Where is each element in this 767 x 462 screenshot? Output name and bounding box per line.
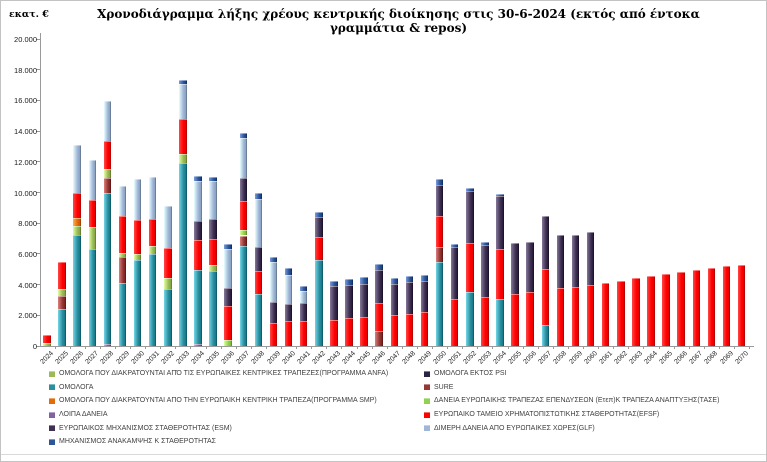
x-axis-year-label: 2044 xyxy=(341,350,357,366)
bar-segment xyxy=(587,232,595,284)
bar-segment xyxy=(360,277,368,284)
x-axis-tick xyxy=(492,346,493,349)
bar-segment xyxy=(421,275,429,281)
bar-segment xyxy=(617,281,625,346)
bar-segment xyxy=(511,294,519,346)
legend-column xyxy=(49,367,388,449)
bar-segment xyxy=(255,271,263,294)
bar-segment xyxy=(255,294,263,346)
x-axis-tick xyxy=(402,346,403,349)
x-axis-tick xyxy=(538,346,539,349)
bar-segment xyxy=(134,254,142,260)
x-axis-tick xyxy=(462,346,463,349)
bar-segment xyxy=(179,80,187,83)
legend-label: ΔΑΝΕΙΑ ΕΥΡΩΠΑΙΚΗΣ ΤΡΑΠΕΖΑΣ ΕΠΕΝΔΥΣΕΩΝ (Ετεπ)Κ ΤΡΑΠΕΖΑ ΑΝΑΠΤΥΞΗΣ(ΤΑΣΕ) xyxy=(434,397,720,405)
bar-segment xyxy=(466,188,474,191)
x-axis-year-label: 2040 xyxy=(280,350,297,366)
bar-segment xyxy=(738,265,746,346)
bar-segment xyxy=(58,296,66,309)
x-axis-tick xyxy=(523,346,524,349)
x-axis-year-label: 2027 xyxy=(84,350,101,366)
x-axis-tick xyxy=(100,346,101,349)
legend-label: ΟΜΟΛΟΓΑ ΕΚΤΟΣ PSI xyxy=(434,370,507,378)
legend-column xyxy=(424,367,719,435)
bar-segment xyxy=(134,220,142,254)
legend-item xyxy=(424,367,719,381)
legend-swatch-icon xyxy=(424,398,430,404)
x-axis-year-label: 2024 xyxy=(39,350,55,366)
x-axis-year-label: 2060 xyxy=(582,350,599,366)
bar-segment xyxy=(602,283,610,346)
legend-label: ΜΗΧΑΝΙΣΜΟΣ ΑΝΑΚΑΜΨΗΣ Κ ΣΤΑΘΕΡΟΤΗΤΑΣ xyxy=(59,438,216,446)
bar-segment xyxy=(209,219,217,239)
bar-segment xyxy=(406,276,414,282)
x-axis-year-label: 2050 xyxy=(431,350,448,366)
x-axis-year-label: 2028 xyxy=(99,350,116,366)
bar-segment xyxy=(542,216,550,269)
bar-segment xyxy=(315,217,323,237)
bar-segment xyxy=(300,291,308,303)
y-axis-tick-label: 0 xyxy=(32,342,37,351)
x-axis-year-label: 2057 xyxy=(537,350,554,366)
x-axis-tick xyxy=(55,346,56,349)
bar-segment xyxy=(300,303,308,321)
bar-segment xyxy=(481,245,489,296)
bar-segment xyxy=(89,200,97,227)
bar-segment xyxy=(375,264,383,270)
x-axis-tick xyxy=(145,346,146,349)
x-axis-year-label: 2052 xyxy=(462,350,478,366)
x-axis-tick xyxy=(372,346,373,349)
x-axis-year-label: 2035 xyxy=(205,350,222,366)
bar-segment xyxy=(436,179,444,185)
bar-segment xyxy=(677,272,685,346)
y-axis-tick-label: 6.000 xyxy=(18,249,37,259)
x-axis-tick xyxy=(357,346,358,349)
x-axis-tick xyxy=(508,346,509,349)
bar-segment xyxy=(89,249,97,346)
bar-segment xyxy=(647,276,655,346)
bar-segment xyxy=(391,278,399,284)
x-axis-tick xyxy=(734,346,735,349)
bar-segment xyxy=(240,246,248,346)
bar-segment xyxy=(693,270,701,346)
x-axis-tick xyxy=(160,346,161,349)
x-axis-year-label: 2042 xyxy=(311,350,327,366)
bar-segment xyxy=(149,254,157,346)
bar-segment xyxy=(300,286,308,291)
x-axis-year-label: 2067 xyxy=(688,350,705,366)
bar-segment xyxy=(58,262,66,290)
x-axis-tick xyxy=(704,346,705,349)
bar-segment xyxy=(481,242,489,245)
legend-item xyxy=(49,394,388,408)
bar-segment xyxy=(224,244,232,249)
bar-segment xyxy=(224,288,232,306)
bar-segment xyxy=(481,297,489,346)
x-axis-year-label: 2066 xyxy=(673,350,690,366)
y-axis-tick-label: 12.000 xyxy=(14,157,37,167)
x-axis-line xyxy=(40,346,754,347)
x-axis-year-label: 2070 xyxy=(733,350,750,366)
bar-segment xyxy=(255,247,263,271)
bar-segment xyxy=(270,302,278,323)
x-axis-tick xyxy=(583,346,584,349)
x-axis-tick xyxy=(115,346,116,349)
bar-segment xyxy=(89,160,97,200)
bar-segment xyxy=(224,249,232,288)
bar-segment xyxy=(466,191,474,243)
x-axis-tick xyxy=(659,346,660,349)
bar-segment xyxy=(209,177,217,181)
x-axis-tick xyxy=(206,346,207,349)
legend-item xyxy=(49,367,388,381)
legend-item xyxy=(49,421,388,435)
bar-segment xyxy=(104,344,112,346)
legend-swatch-icon xyxy=(424,412,430,418)
bar-segment xyxy=(421,281,429,312)
y-axis-tick-label: 20.000 xyxy=(14,35,37,44)
bar-segment xyxy=(572,235,580,286)
bar-segment xyxy=(557,235,565,287)
bar-segment xyxy=(270,262,278,302)
x-axis-year-label: 2037 xyxy=(235,350,252,366)
bar-segment xyxy=(73,226,81,236)
bar-segment xyxy=(451,299,459,346)
chart-frame-bottom-divider xyxy=(1,454,766,455)
bar-segment xyxy=(119,216,127,254)
bar-segment xyxy=(149,219,157,247)
x-axis-tick xyxy=(674,346,675,349)
x-axis-tick xyxy=(477,346,478,349)
bar-segment xyxy=(209,271,217,346)
x-axis-year-label: 2059 xyxy=(567,350,584,366)
x-axis-year-label: 2030 xyxy=(129,350,146,366)
bar-segment xyxy=(406,314,414,346)
bar-segment xyxy=(466,243,474,292)
bar-segment xyxy=(270,323,278,346)
legend-label: ΔΙΜΕΡΗ ΔΑΝΕΙΑ ΑΠΟ ΕΥΡΩΠΑΙΚΕΣ ΧΩΡΕΣ(GLF) xyxy=(434,424,595,432)
bar-segment xyxy=(285,304,293,321)
bar-segment xyxy=(43,343,51,346)
bar-segment xyxy=(496,194,504,196)
y-axis-line xyxy=(40,33,41,346)
x-axis-tick xyxy=(613,346,614,349)
bar-segment xyxy=(209,181,217,219)
x-axis-tick xyxy=(341,346,342,349)
bar-segment xyxy=(360,317,368,346)
bar-segment xyxy=(587,285,595,346)
y-axis-tick-label: 16.000 xyxy=(14,96,37,106)
y-axis-tick-label: 2.000 xyxy=(18,311,37,321)
bar-segment xyxy=(632,278,640,346)
bar-segment xyxy=(391,315,399,346)
x-axis-tick xyxy=(553,346,554,349)
x-axis-year-label: 2039 xyxy=(265,350,282,366)
bar-segment xyxy=(194,344,202,346)
legend-item xyxy=(424,408,719,422)
x-axis-year-label: 2036 xyxy=(220,350,237,366)
bar-segment xyxy=(723,266,731,346)
x-axis-year-label: 2029 xyxy=(114,350,131,366)
bar-segment xyxy=(104,141,112,169)
bar-segment xyxy=(375,331,383,346)
bar-segment xyxy=(149,246,157,254)
bar-segment xyxy=(134,260,142,346)
legend-swatch-icon xyxy=(424,384,430,390)
legend-item xyxy=(424,394,719,408)
legend-swatch-icon xyxy=(49,425,55,431)
y-axis-unit-label: εκατ. € xyxy=(9,9,49,20)
bar-segment xyxy=(466,292,474,346)
bar-segment xyxy=(164,289,172,346)
x-axis-tick xyxy=(130,346,131,349)
bar-segment xyxy=(375,303,383,331)
plot-area xyxy=(14,35,758,366)
legend-swatch-icon xyxy=(49,384,55,390)
bar-segment xyxy=(240,138,248,178)
x-axis-tick xyxy=(236,346,237,349)
bar-segment xyxy=(315,237,323,260)
legend-swatch-icon xyxy=(424,371,430,377)
bar-segment xyxy=(164,206,172,247)
x-axis-year-label: 2068 xyxy=(703,350,720,366)
x-axis-year-label: 2034 xyxy=(190,350,206,366)
bar-segment xyxy=(330,281,338,286)
bar-segment xyxy=(255,199,263,247)
bar-segment xyxy=(179,119,187,154)
bar-segment xyxy=(300,321,308,346)
bar-segment xyxy=(240,230,248,235)
x-axis-tick xyxy=(190,346,191,349)
bar-segment xyxy=(572,287,580,346)
bar-segment xyxy=(179,163,187,346)
bar-segment xyxy=(330,286,338,320)
legend-label: ΟΜΟΛΟΓΑ xyxy=(59,383,94,391)
bar-segment xyxy=(406,282,414,313)
x-axis-year-label: 2053 xyxy=(477,350,493,366)
x-axis-year-label: 2026 xyxy=(69,350,86,366)
bar-segment xyxy=(104,178,112,193)
x-axis-tick xyxy=(719,346,720,349)
legend-label: ΕΥΡΩΠΑΙΚΟΣ ΜΗΧΑΝΙΣΜΟΣ ΣΤΑΘΕΡΟΤΗΤΑΣ (ESM) xyxy=(59,424,232,432)
bar-segment xyxy=(240,178,248,201)
bar-segment xyxy=(104,101,112,141)
x-axis-year-label: 2025 xyxy=(54,350,71,366)
x-axis-tick xyxy=(266,346,267,349)
bar-segment xyxy=(557,288,565,346)
x-axis-tick xyxy=(281,346,282,349)
y-axis-tick-label: 14.000 xyxy=(14,127,37,137)
bar-segment xyxy=(662,274,670,346)
x-axis-year-label: 2061 xyxy=(597,350,614,366)
bar-segment xyxy=(224,306,232,340)
x-axis-year-label: 2056 xyxy=(522,350,539,366)
y-axis-tick-label: 8.000 xyxy=(18,219,37,229)
bar-segment xyxy=(360,284,368,317)
legend-label: ΛΟΙΠΑ ΔΑΝΕΙΑ xyxy=(59,411,108,419)
x-axis-tick xyxy=(598,346,599,349)
bar-segment xyxy=(708,268,716,346)
bar-segment xyxy=(179,84,187,119)
x-axis-year-label: 2031 xyxy=(144,350,161,366)
bar-segment xyxy=(119,283,127,346)
bar-segment xyxy=(209,239,217,265)
bar-segment xyxy=(345,279,353,285)
legend-label: SURE xyxy=(434,383,454,391)
bar-segment xyxy=(209,265,217,270)
bar-segment xyxy=(149,177,157,218)
x-axis-year-label: 2055 xyxy=(507,350,524,366)
bar-segment xyxy=(255,193,263,200)
bar-segment xyxy=(285,321,293,346)
x-axis-year-label: 2032 xyxy=(160,350,176,366)
bar-segment xyxy=(496,249,504,300)
bar-segment xyxy=(511,243,519,294)
x-axis-tick xyxy=(568,346,569,349)
bar-segment xyxy=(164,248,172,279)
x-axis-year-label: 2064 xyxy=(643,350,659,366)
bar-segment xyxy=(436,262,444,346)
bar-segment xyxy=(375,270,383,303)
x-axis-tick xyxy=(628,346,629,349)
bar-segment xyxy=(104,169,112,177)
bar-segment xyxy=(119,257,127,283)
x-axis-tick xyxy=(689,346,690,349)
bar-segment xyxy=(240,201,248,230)
x-axis-year-label: 2051 xyxy=(446,350,463,366)
x-axis-tick xyxy=(296,346,297,349)
bar-segment xyxy=(58,309,66,346)
legend-swatch-icon xyxy=(49,439,55,445)
bar-segment xyxy=(119,186,127,216)
bar-segment xyxy=(194,181,202,221)
bar-segment xyxy=(526,242,534,293)
bar-segment xyxy=(496,299,504,346)
x-axis-tick xyxy=(175,346,176,349)
bar-segment xyxy=(315,260,323,346)
bar-segment xyxy=(345,318,353,346)
bar-segment xyxy=(134,179,142,220)
bar-segment xyxy=(43,335,51,343)
bar-segment xyxy=(526,292,534,346)
bar-segment xyxy=(194,221,202,240)
x-axis-tick xyxy=(387,346,388,349)
bar-segment xyxy=(285,275,293,304)
x-axis-year-label: 2054 xyxy=(492,350,508,366)
x-axis-year-label: 2047 xyxy=(386,350,403,366)
bar-segment xyxy=(240,236,248,247)
y-axis-tick-label: 10.000 xyxy=(14,188,37,198)
x-axis-year-label: 2049 xyxy=(416,350,433,366)
legend-item xyxy=(49,408,388,422)
legend-label: ΕΥΡΩΠΑΙΚΟ ΤΑΜΕΙΟ ΧΡΗΜΑΤΟΠΙΣΤΩΤΙΚΗΣ ΣΤΑΘΕΡΟΤΗΤΑΣ(EFSF) xyxy=(434,411,660,419)
x-axis-tick xyxy=(643,346,644,349)
bar-segment xyxy=(315,212,323,217)
x-axis-tick xyxy=(221,346,222,349)
bar-segment xyxy=(330,320,338,346)
x-axis-year-label: 2046 xyxy=(371,350,388,366)
bar-segment xyxy=(194,270,202,344)
bar-segment xyxy=(270,257,278,262)
legend-item xyxy=(49,381,388,395)
x-axis-year-label: 2043 xyxy=(326,350,342,366)
x-axis-tick xyxy=(70,346,71,349)
bar-segment xyxy=(345,285,353,318)
x-axis-year-label: 2069 xyxy=(718,350,735,366)
x-axis-tick xyxy=(85,346,86,349)
chart-title: Χρονοδιάγραμμα λήξης χρέους κεντρικής διοίκησης στις 30-6-2024 (εκτός από έντοκα γραμμάτια & repos) xyxy=(97,7,700,35)
x-axis-tick xyxy=(447,346,448,349)
legend-swatch-icon xyxy=(49,412,55,418)
x-axis-tick xyxy=(251,346,252,349)
bar-segment xyxy=(451,247,459,299)
x-axis-year-label: 2041 xyxy=(295,350,312,366)
x-axis-tick xyxy=(311,346,312,349)
bar-segment xyxy=(436,216,444,247)
legend-label: ΟΜΟΛΟΓΑ ΠΟΥ ΔΙΑΚΡΑΤΟΥΝΤΑΙ ΑΠΌ ΤΙΣ ΕΥΡΩΠΑΙΚΕΣ ΚΕΝΤΡΙΚΕΣ ΤΡΑΠΕΖΕΣ(ΠΡΟΓΡΑΜΜΑ ANFA) xyxy=(59,370,389,378)
legend-label: ΟΜΟΛΟΓΑ ΠΟΥ ΔΙΑΚΡΑΤΟΥΝΤΑΙ ΑΠΟ ΤΗΝ ΕΥΡΩΠΑΙΚΗ ΚΕΝΤΡΙΚΗ ΤΡΑΠΕΖΑ(ΠΡΟΓΡΑΜΜΑ SMP) xyxy=(59,397,377,405)
bar-segment xyxy=(194,176,202,181)
x-axis-year-label: 2063 xyxy=(628,350,644,366)
y-axis-tick-label: 4.000 xyxy=(18,280,37,290)
x-axis-year-label: 2062 xyxy=(613,350,629,366)
bar-segment xyxy=(542,325,550,346)
bar-segment xyxy=(285,268,293,275)
bar-segment xyxy=(436,185,444,216)
bar-segment xyxy=(240,133,248,138)
x-axis-tick xyxy=(417,346,418,349)
x-axis-year-label: 2058 xyxy=(552,350,569,366)
x-axis-tick xyxy=(749,346,750,349)
bar-segment xyxy=(89,227,97,248)
legend-item xyxy=(49,435,388,449)
x-axis-year-label: 2045 xyxy=(356,350,373,366)
legend-swatch-icon xyxy=(424,425,430,431)
bar-segment xyxy=(104,193,112,343)
y-axis-tick-label: 18.000 xyxy=(14,65,37,75)
legend-item xyxy=(424,421,719,435)
bar-segment xyxy=(73,193,81,218)
x-axis-year-label: 2048 xyxy=(401,350,418,366)
legend-item xyxy=(424,381,719,395)
x-axis-tick xyxy=(432,346,433,349)
bar-segment xyxy=(451,244,459,247)
x-axis-year-label: 2033 xyxy=(175,350,191,366)
bar-segment xyxy=(496,196,504,248)
legend-swatch-icon xyxy=(49,398,55,404)
bar-segment xyxy=(436,247,444,262)
bar-segment xyxy=(164,278,172,289)
bar-segment xyxy=(391,284,399,315)
bar-segment xyxy=(119,253,127,257)
bar-segment xyxy=(73,218,81,226)
x-axis-tick xyxy=(326,346,327,349)
bar-segment xyxy=(194,240,202,270)
x-axis-year-label: 2065 xyxy=(658,350,675,366)
bar-segment xyxy=(73,145,81,193)
bar-segment xyxy=(73,235,81,346)
bar-segment xyxy=(224,340,232,346)
bar-segment xyxy=(58,289,66,296)
x-axis-year-label: 2038 xyxy=(250,350,267,366)
bar-segment xyxy=(542,269,550,324)
bar-segment xyxy=(179,154,187,163)
legend-swatch-icon xyxy=(49,371,55,377)
bar-segment xyxy=(421,312,429,346)
